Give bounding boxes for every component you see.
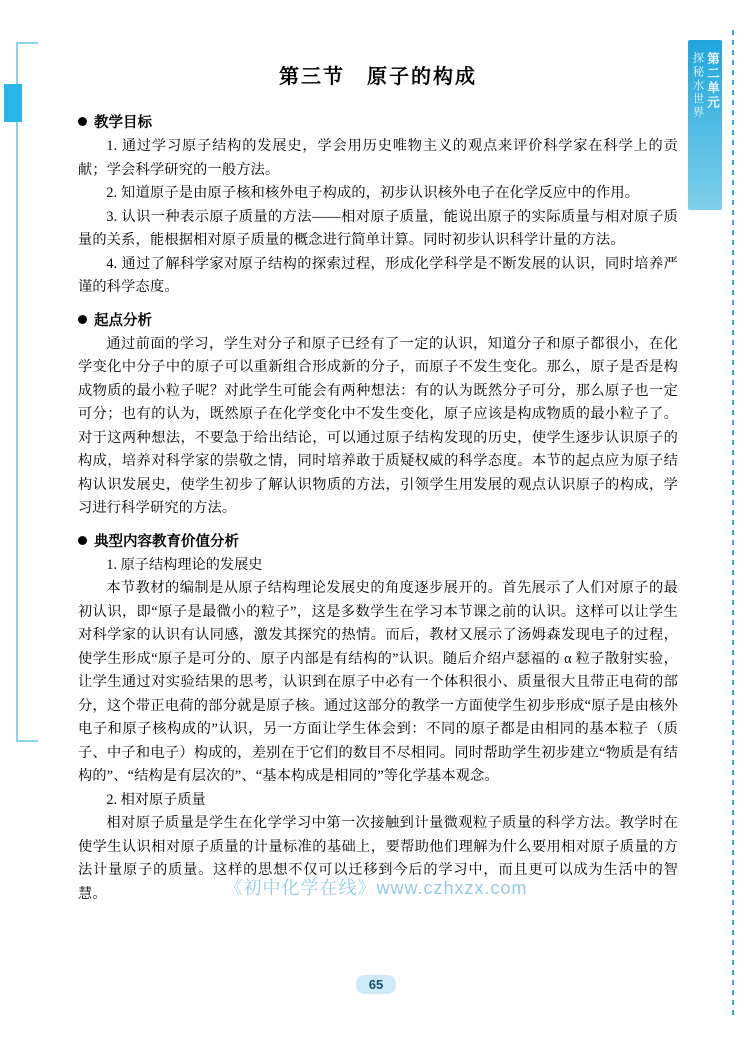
section-heading-teaching-goals: [78, 111, 678, 132]
paragraph: 3. 认识一种表示原子质量的方法——相对原子质量，能说出原子的实际质量与相对原子质量的关系，能根据相对原子质量的概念进行简单计算。同时初步认识科学计量的方法。: [78, 208, 678, 248]
page-number: [0, 975, 752, 994]
subsection-heading: 1. 原子结构理论的发展史: [106, 556, 263, 573]
left-color-tab: [4, 84, 22, 122]
page-number-value: 65: [356, 975, 396, 994]
page-title: 第三节 原子的构成: [279, 66, 477, 88]
watermark: 《初中化学在线》www.czhxzx.com: [224, 878, 528, 898]
section-heading-starting-point-analysis: [78, 309, 678, 330]
left-decorative-rule-top-cap: [16, 42, 38, 44]
paragraph: 4. 通过了解科学家对原子结构的探索过程，形成化学科学是不断发展的认识，同时培养严谨的科学态度。: [78, 255, 678, 295]
unit-tab: [688, 40, 722, 210]
paragraph: 本节教材的编制是从原子结构理论发展史的角度逐步展开的。首先展示了人们对原子的最初认识，即“原子是最微小的粒子”，这是多数学生在学习本节课之前的认识。这样可以让学生对科学家的认识有认同感，激发其探究的热情。而后，教材又展示了汤姆森发现电子的过程，使学生形成“原子是可分的、原子内部是有结构的”认识。随后介绍卢瑟福的 α 粒子散射实验，让学生通过对实验结果的思考，认识到在原子中必有一个体积很小、质量很大且带正电荷的部分，这个带正电荷的部分就是原子核。通过这部分的教学一方面使学生初步形成“原子是由核外电子和原子核构成的”认识，另一方面让学生体会到：不同的原子都是由相同的基本粒子（质子、中子和电子）构成的，差别在于它们的数目不尽相同。同时帮助学生初步建立“物质是有结构的”、“结构是有层次的”、“基本构成是相同的”等化学基本观念。: [78, 580, 678, 784]
bullet-icon: [78, 117, 87, 126]
right-dotted-rule: [732, 30, 734, 1020]
document-content: [78, 60, 678, 906]
section-heading-label: 教学目标: [94, 115, 152, 131]
unit-tab-line2: 探秘水世界: [691, 52, 704, 120]
unit-tab-line1: 第二单元: [705, 52, 720, 110]
left-decorative-rule: [16, 42, 18, 742]
left-decorative-rule-bottom-cap: [16, 740, 38, 742]
paragraph: 通过前面的学习，学生对分子和原子已经有了一定的认识，知道分子和原子都很小，在化学变化中分子中的原子可以重新组合形成新的分子，而原子不发生变化。那么，原子是否是构成物质的最小粒子呢？对此学生可能会有两种想法：有的认为既然分子可分，那么原子也一定可分；也有的认为，既然原子在化学变化中不发生变化，原子应该是构成物质的最小粒子了。对于这两种想法，不要急于给出结论，可以通过原子结构发现的历史，使学生逐步认识原子的构成，培养对科学家的崇敬之情，同时培养敢于质疑权威的科学态度。本节的起点应为原子结构认识发展史，使学生初步了解认识物质的方法，引领学生用发展的观点认识原子的构成，学习进行科学研究的方法。: [78, 335, 678, 516]
subsection-heading: 2. 相对原子质量: [106, 791, 206, 808]
section-heading-label: 起点分析: [94, 312, 152, 329]
bullet-icon: [78, 536, 87, 545]
paragraph: 1. 通过学习原子结构的发展史，学会用历史唯物主义的观点来评价科学家在科学上的贡献；学会科学研究的一般方法。: [78, 138, 678, 178]
section-heading-label: 典型内容教育价值分析: [94, 533, 239, 550]
bullet-icon: [78, 315, 87, 324]
paragraph: 相对原子质量是学生在化学学习中第一次接触到计量微观粒子质量的科学方法。教学时在使学生认识相对原子质量的计量标准的基础上，要帮助他们理解为什么要用相对原子质量的方法计量原子的质量。这样的思想不仅可以迁移到今后的学习中，而且更可以成为生活中的智慧。: [78, 815, 678, 902]
section-heading-typical-content-value-analysis: [78, 530, 678, 551]
paragraph: 2. 知道原子是由原子核和核外电子构成的，初步认识核外电子在化学反应中的作用。: [106, 185, 640, 201]
